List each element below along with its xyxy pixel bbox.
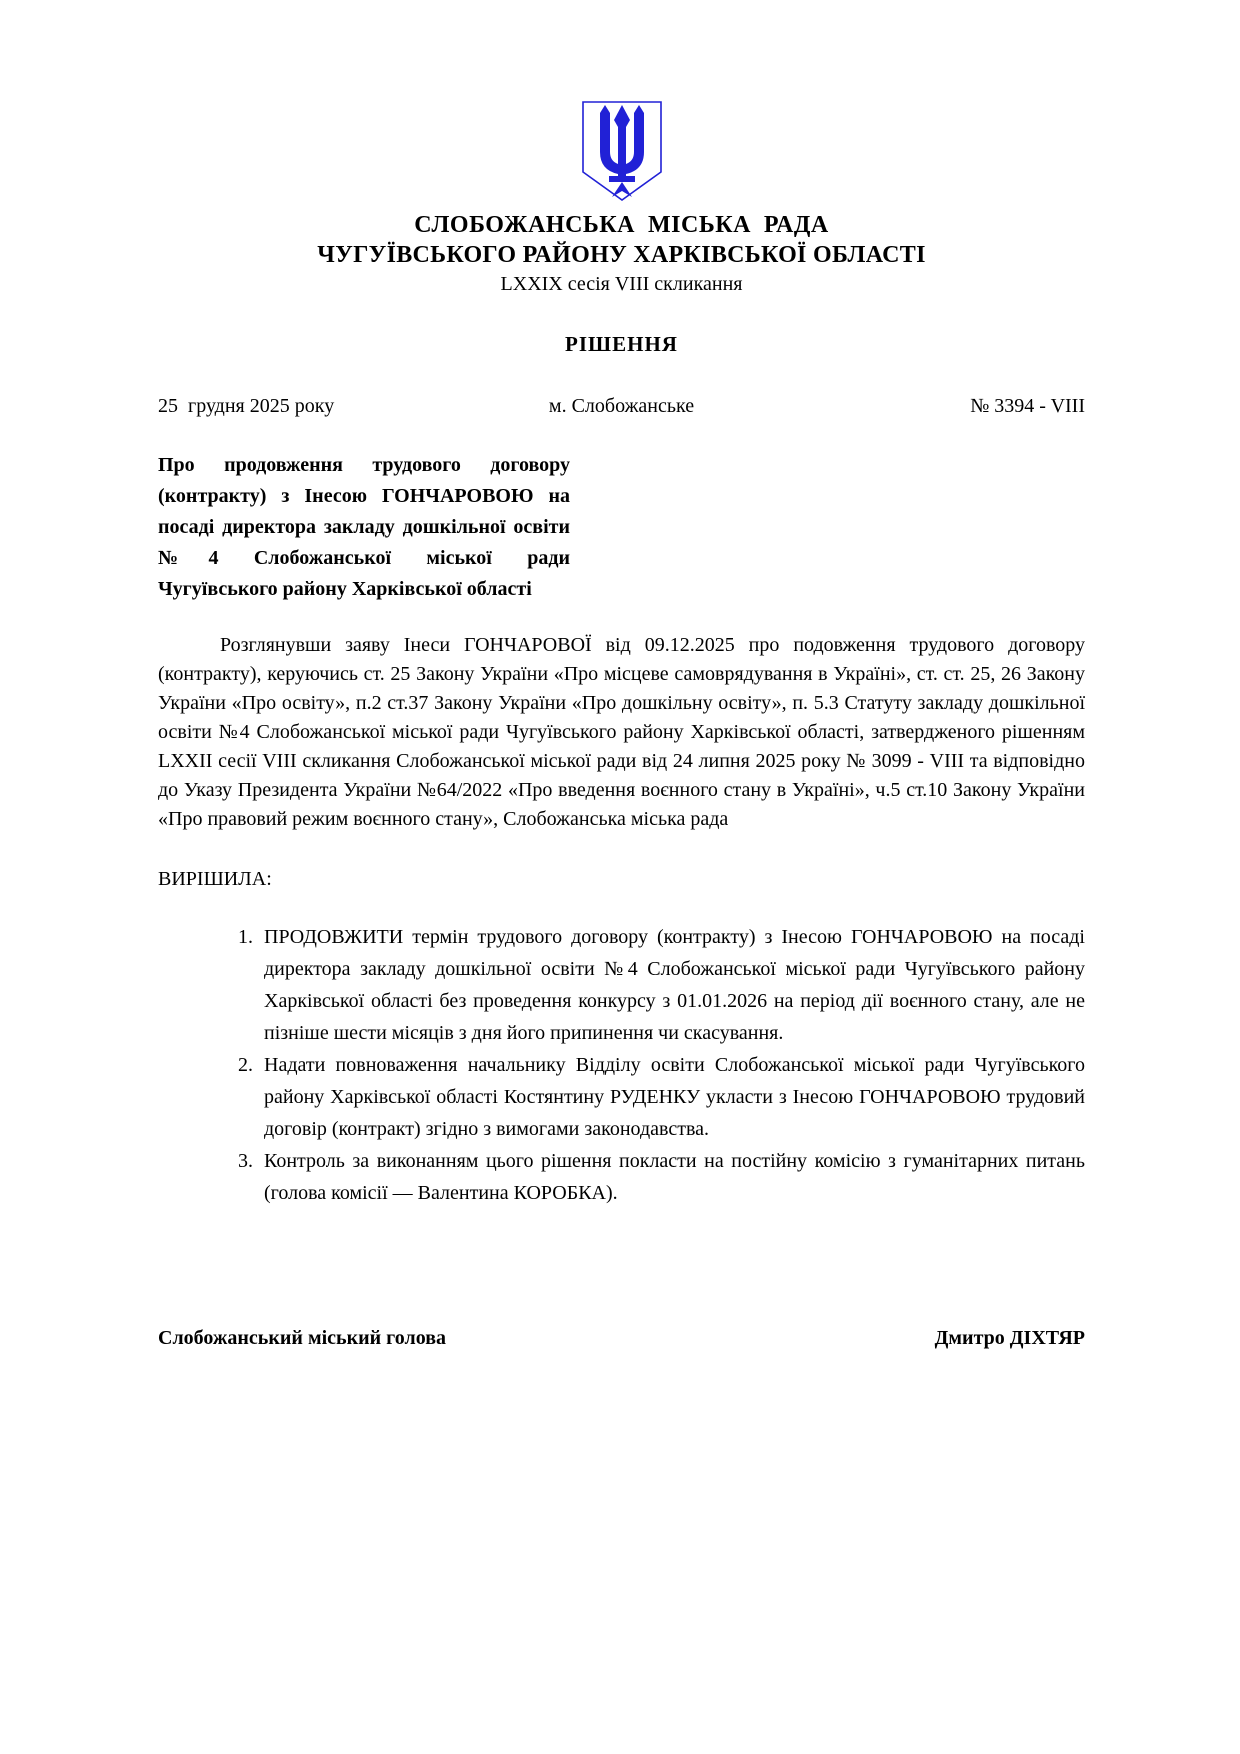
tryzub-icon	[579, 100, 665, 202]
preamble-paragraph: Розглянувши заяву Інеси ГОНЧАРОВОЇ від 09.12.2025 про подовження трудового договору (контракту), керуючись ст. 25 Закону України «Про місцеве самоврядування в Україні», ст. ст. 25, 26 Закону України «Про освіту», п.2 ст.37 Закону України «Про дошкільну освіту», п. 5.3 Статуту закладу дошкільної освіти №4 Слобожанської міської ради Чугуївського району Харківської області, затвердженого рішенням LXXII сесії VIII скликання Слобожанської міської ради від 24 липня 2025 року № 3099 - VIII та відповідно до Указу Президента України №64/2022 «Про введення воєнного стану в Україні», ч.5 ст.10 Закону України «Про правовий режим воєнного стану», Слобожанська міська рада	[158, 634, 1085, 830]
signature-name: Дмитро ДІХТЯР	[934, 1327, 1085, 1349]
document-place: м. Слобожанське	[548, 395, 695, 417]
resolution-item: 1. ПРОДОВЖИТИ термін трудового договору (контракту) з Інесою ГОНЧАРОВОЮ на посаді директора закладу дошкільної освіти №4 Слобожанської міської ради Чугуївського району Харківської області без проведення конкурсу з 01.01.2026 на період дії воєнного стану, але не пізніше шести місяців з дня його припинення чи скасування.	[258, 921, 1085, 1049]
org-name-line2: ЧУГУЇВСЬКОГО РАЙОНУ ХАРКІВСЬКОЇ ОБЛАСТІ	[317, 242, 926, 268]
coat-of-arms	[158, 100, 1085, 202]
org-name-line1: СЛОБОЖАНСЬКА МІСЬКА РАДА	[414, 212, 829, 238]
session-line: LXXIX сесія VIII скликання	[500, 273, 743, 295]
document-subject: Про продовження трудового договору (контракту) з Інесою ГОНЧАРОВОЮ на посаді директора закладу дошкільної освіти №4 Слобожанської міської ради Чугуївського району Харківської області	[158, 454, 570, 600]
resolution-item: 2. Надати повноваження начальнику Відділу освіти Слобожанської міської ради Чугуївського району Харківської області Костянтину РУДЕНКУ укласти з Інесою ГОНЧАРОВОЮ трудовий договір (контракт) згідно з вимогами законодавства.	[258, 1049, 1085, 1145]
signature-title: Слобожанський міський голова	[158, 1327, 446, 1349]
signature-row	[158, 1327, 1085, 1350]
document-meta-row	[158, 395, 1085, 418]
document-date: 25 грудня 2025 року	[158, 395, 335, 417]
resolution-item: 3. Контроль за виконанням цього рішення покласти на постійну комісію з гуманітарних питань (голова комісії — Валентина КОРОБКА).	[258, 1145, 1085, 1209]
resolution-list	[158, 921, 1085, 1209]
document-number: № 3394 - VIII	[970, 395, 1085, 417]
document-type-title: РІШЕННЯ	[565, 332, 678, 356]
resolved-heading: ВИРІШИЛА:	[158, 868, 272, 890]
